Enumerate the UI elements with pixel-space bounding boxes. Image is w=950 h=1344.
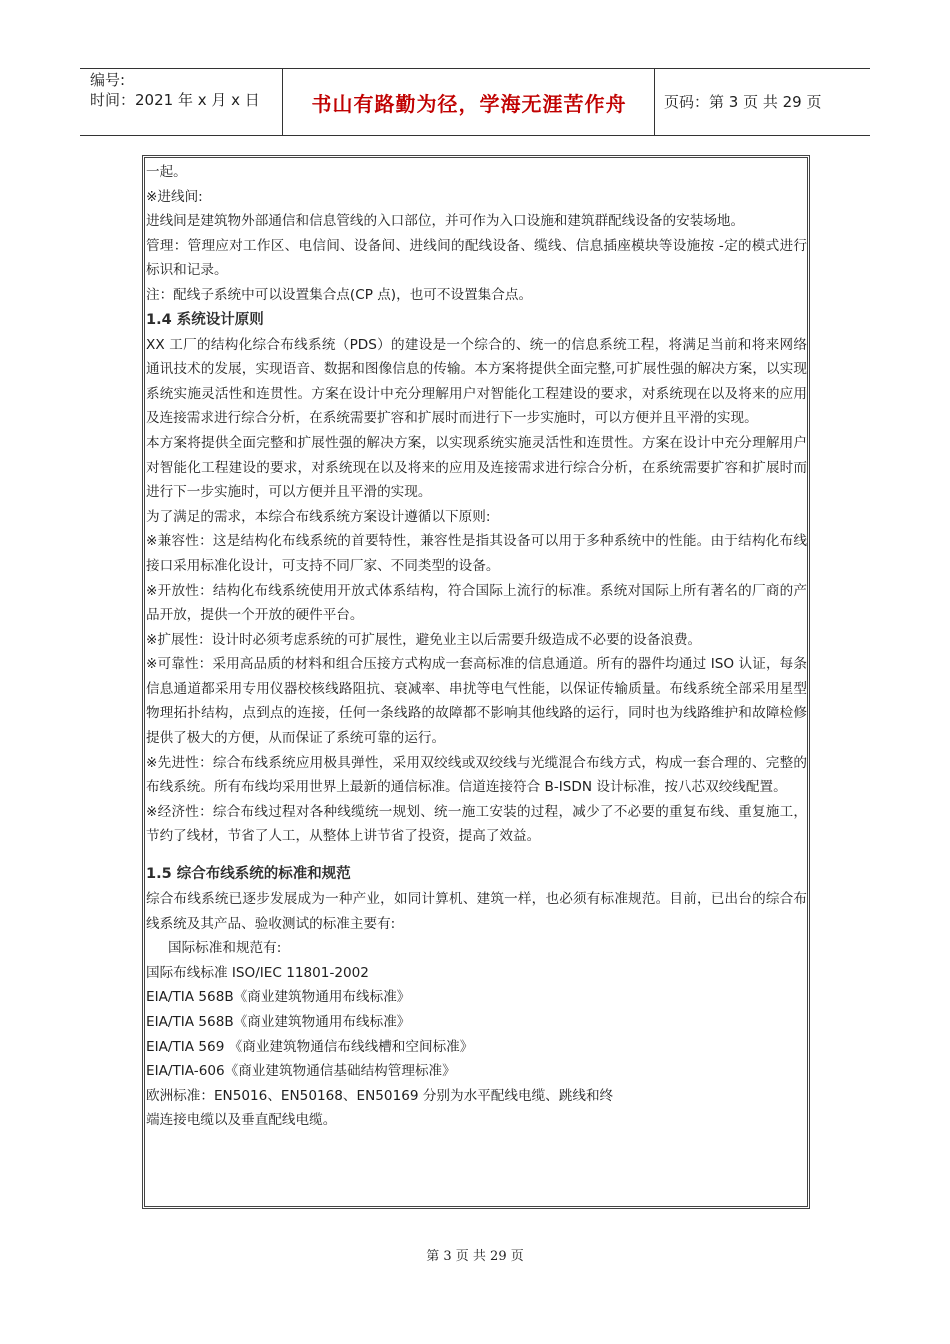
body-paragraph: 综合布线系统已逐步发展成为一种产业，如同计算机、建筑一样，也必须有标准规范。目前，已出台的综合布线系统及其产品、验收测试的标准主要有: (146, 891, 807, 932)
standards-intro: 国际标准和规范有: (168, 940, 282, 957)
standard-item: 国际布线标准 ISO/IEC 11801-2002 (146, 964, 369, 981)
principle-reliability: ※可靠性：采用高品质的材料和组合压接方式构成一套高标准的信息通道。所有的器件均通过 ISO 认证，每条信息通道都采用专用仪器校核线路阻抗、衰减率、串扰等电气性能，以保证传输质量。布线系统全部采用星型物理拓扑结构，点到点的连接，任何一条线路的故障都不影响其他线路的运行，同时也为线路维护和故障检修提供了极大的方便，从而保证了系统可靠的运行。 (146, 656, 807, 747)
body-paragraph: XX 工厂的结构化综合布线系统（PDS）的建设是一个综合的、统一的信息系统工程，将满足当前和将来网络通讯技术的发展，实现语音、数据和图像信息的传输。本方案将提供全面完整,可扩展性强的解决方案，以实现系统实施灵活性和连贯性。方案在设计中充分理解用户对智能化工程建设的要求，对系统现在以及将来的应用及连接需求进行综合分析，在系统需要扩容和扩展时而进行下一步实施时，可以方便并且平滑的实现。 (146, 336, 807, 427)
document-body (146, 160, 807, 1133)
body-paragraph: 一起。 (146, 164, 187, 180)
section-heading-1-5: 1.5 综合布线系统的标准和规范 (146, 866, 351, 883)
header-divider-left (282, 68, 283, 135)
principle-compatibility: ※兼容性：这是结构化布线系统的首要特性，兼容性是指其设备可以用于多种系统中的性能。由于结构化布线接口采用标准化设计，可支持不同厂家、不同类型的设备。 (146, 533, 807, 574)
document-number-label: 编号: (90, 71, 126, 89)
standard-item: EIA/TIA-606《商业建筑物通信基础结构管理标准》 (146, 1063, 456, 1080)
principle-openness: ※开放性：结构化布线系统使用开放式体系结构，符合国际上流行的标准。系统对国际上所有著名的厂商的产品开放，提供一个开放的硬件平台。 (146, 582, 807, 624)
header-bottom-rule (80, 135, 870, 136)
standard-item: 欧洲标准：EN5016、EN50168、EN50169 分别为水平配线电缆、跳线和终 (146, 1087, 614, 1104)
body-paragraph: 为了满足的需求，本综合布线系统方案设计遵循以下原则: (146, 508, 491, 525)
body-paragraph: 注：配线子系统中可以设置集合点(CP 点)，也可不设置集合点。 (146, 286, 533, 303)
document-time-label: 时间：2021 年 x 月 x 日 (90, 91, 260, 109)
standard-item: EIA/TIA 568B《商业建筑物通用布线标准》 (146, 989, 411, 1006)
header-motto: 书山有路勤为径，学海无涯苦作舟 (311, 92, 627, 116)
standard-item: 端连接电缆以及垂直配线电缆。 (146, 1112, 337, 1129)
body-paragraph: 管理：管理应对工作区、电信间、设备间、进线间的配线设备、缆线、信息插座模块等设施按 -定的模式进行标识和记录。 (146, 237, 807, 279)
body-paragraph: 进线间是建筑物外部通信和信息管线的入口部位，并可作为入口设施和建筑群配线设备的安装场地。 (146, 213, 745, 230)
header-top-rule (80, 68, 870, 69)
principle-advancement: ※先进性：综合布线系统应用极具弹性，采用双绞线或双绞线与光缆混合布线方式，构成一套合理的、完整的布线系统。所有布线均采用世界上最新的通信标准。信道连接符合 B-ISDN 设计标准，按八芯双绞线配置。 (146, 754, 807, 796)
section-spacer (146, 849, 807, 862)
header-divider-right (654, 68, 655, 135)
body-paragraph: 本方案将提供全面完整和扩展性强的解决方案，以实现系统实施灵活性和连贯性。方案在设计中充分理解用户对智能化工程建设的要求，对系统现在以及将来的应用及连接需求进行综合分析，在系统需要扩容和扩展时而进行下一步实施时，可以方便并且平滑的实现。 (146, 434, 807, 501)
standard-item: EIA/TIA 569 《商业建筑物通信布线线槽和空间标准》 (146, 1038, 474, 1055)
header-meta (90, 70, 260, 110)
header-page-info: 页码：第 3 页 共 29 页 (664, 93, 822, 111)
body-paragraph: ※进线间: (146, 188, 203, 205)
section-heading-1-4: 1.4 系统设计原则 (146, 311, 264, 328)
page-footer: 第 3 页 共 29 页 (426, 1249, 524, 1264)
principle-economy: ※经济性：综合布线过程对各种线缆统一规划、统一施工安装的过程，减少了不必要的重复布线、重复施工，节约了线材，节省了人工，从整体上讲节省了投资，提高了效益。 (146, 803, 807, 845)
standard-item: EIA/TIA 568B《商业建筑物通用布线标准》 (146, 1014, 411, 1030)
principle-extensibility: ※扩展性：设计时必须考虑系统的可扩展性，避免业主以后需要升级造成不必要的设备浪费。 (146, 631, 702, 648)
